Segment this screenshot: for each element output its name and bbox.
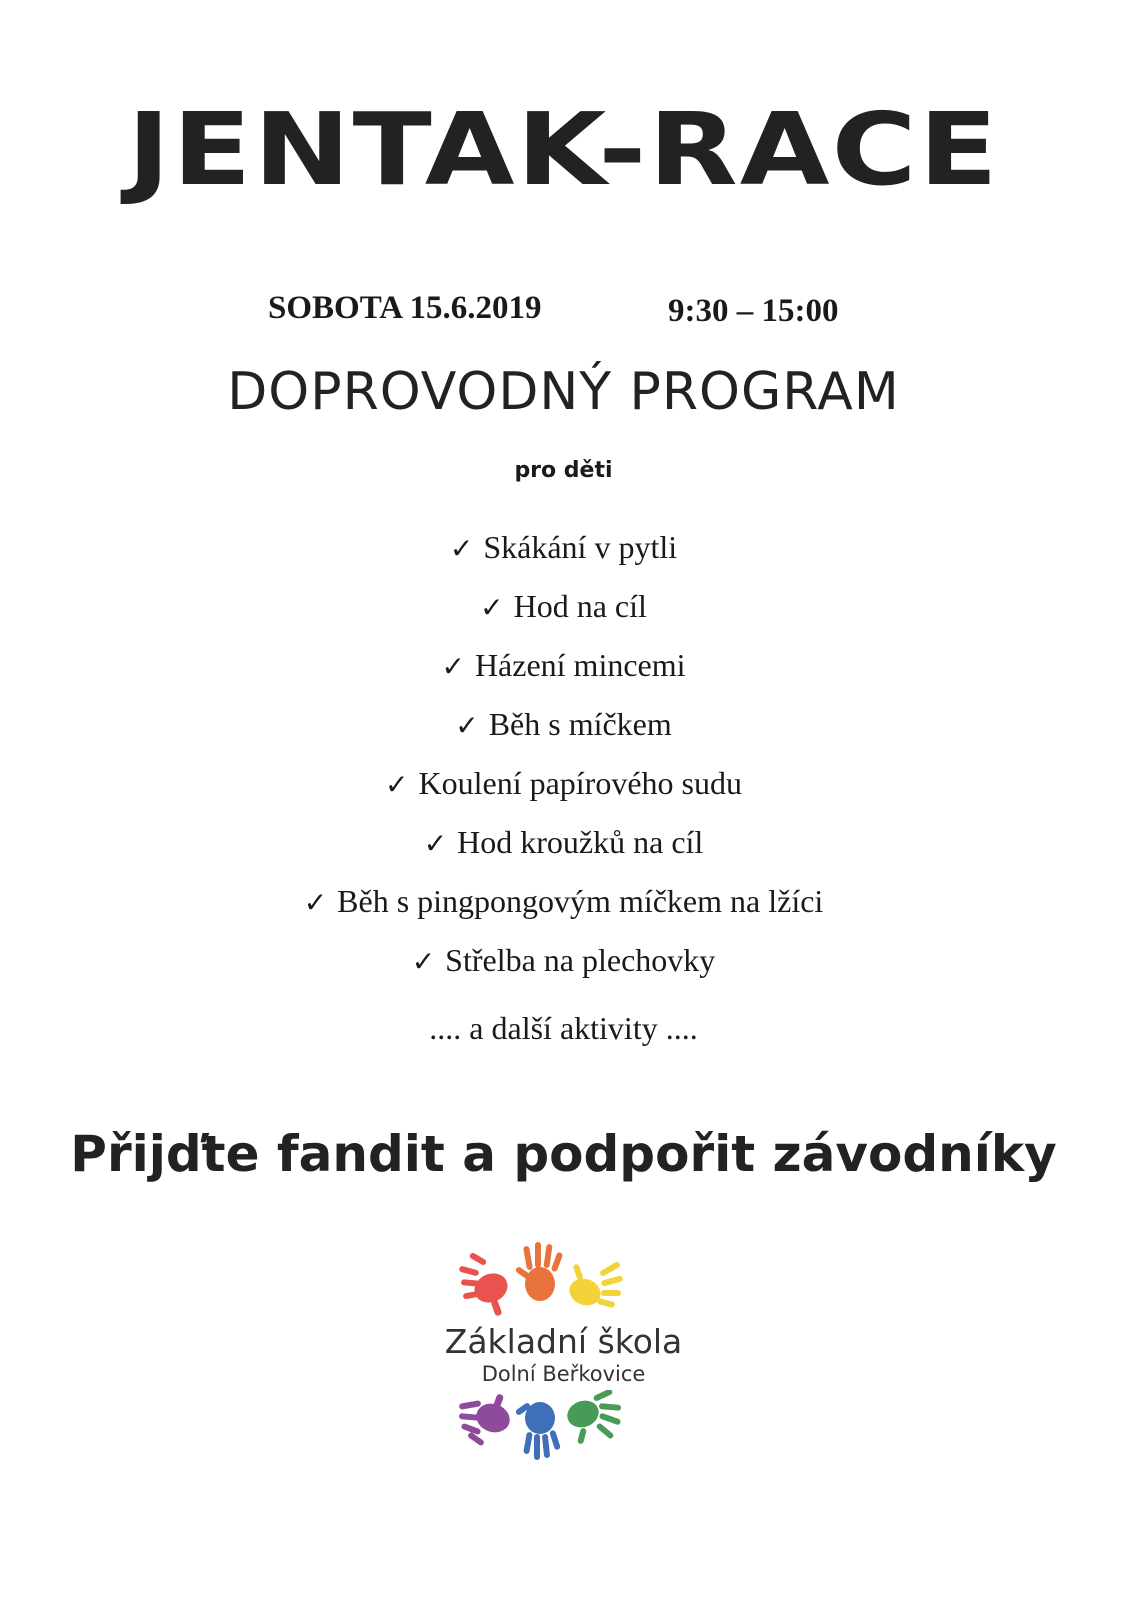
list-item	[0, 586, 1127, 645]
handprints-top-icon	[455, 1240, 625, 1320]
activity-label: Běh s míčkem	[488, 706, 672, 742]
list-item	[0, 881, 1127, 940]
school-name: Základní škola	[444, 1322, 683, 1361]
check-icon: ✓	[449, 534, 474, 565]
check-icon: ✓	[423, 829, 448, 860]
check-icon: ✓	[385, 770, 409, 801]
event-date: SOBOTA 15.6.2019	[268, 290, 542, 326]
poster-title: JENTAK-RACE	[127, 92, 1000, 209]
event-time: 9:30 – 15:00	[668, 293, 839, 329]
activity-label: Koulení papírového sudu	[418, 765, 742, 801]
list-item	[0, 704, 1127, 763]
activity-label: Střelba na plechovky	[445, 942, 716, 978]
activity-label: Běh s pingpongovým míčkem na lžíci	[337, 883, 824, 919]
audience-label: pro děti	[514, 458, 613, 483]
orange-hand-icon	[515, 1242, 564, 1301]
invitation-text: Přijďte fandit a podpořit závodníky	[70, 1125, 1057, 1183]
check-icon: ✓	[480, 593, 504, 624]
yellow-hand-icon	[566, 1261, 624, 1310]
activity-label: Skákání v pytli	[483, 529, 678, 565]
more-activities-text: .... a další aktivity ....	[429, 1010, 698, 1046]
activity-label: Hod na cíl	[513, 588, 647, 624]
list-item	[0, 527, 1127, 586]
purple-hand-icon	[459, 1393, 514, 1446]
list-item	[0, 763, 1127, 822]
check-icon: ✓	[455, 711, 479, 742]
list-item	[0, 940, 1127, 999]
check-icon: ✓	[303, 888, 328, 919]
green-hand-icon	[564, 1390, 622, 1445]
red-hand-icon	[459, 1252, 513, 1317]
list-item	[0, 822, 1127, 881]
activity-label: Hod kroužků na cíl	[457, 824, 704, 860]
school-location: Dolní Beřkovice	[481, 1362, 646, 1386]
handprints-bottom-icon	[455, 1390, 625, 1470]
blue-hand-icon	[515, 1402, 561, 1460]
list-item	[0, 645, 1127, 704]
program-heading: DOPROVODNÝ PROGRAM	[227, 362, 900, 422]
check-icon: ✓	[411, 947, 436, 978]
activity-list	[0, 527, 1127, 999]
check-icon: ✓	[441, 652, 465, 683]
activity-label: Házení mincemi	[474, 647, 686, 683]
